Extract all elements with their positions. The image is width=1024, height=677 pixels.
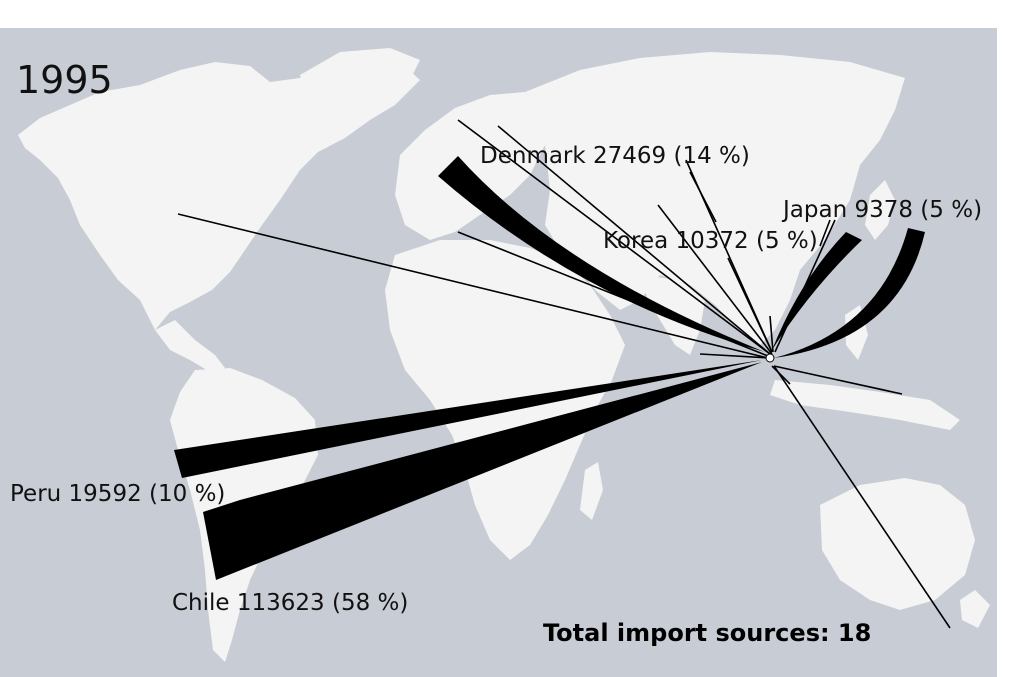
year-label: 1995 [16, 58, 113, 102]
total-import-sources: Total import sources: 18 [543, 619, 872, 647]
flow-label-peru: Peru 19592 (10 %) [10, 481, 226, 507]
flow-label-korea: Korea 10372 (5 %) [603, 228, 818, 254]
hub-point [766, 354, 774, 362]
flow-label-japan: Japan 9378 (5 %) [783, 197, 983, 223]
flow-label-denmark: Denmark 27469 (14 %) [480, 143, 750, 169]
flow-label-chile: Chile 113623 (58 %) [172, 590, 409, 616]
